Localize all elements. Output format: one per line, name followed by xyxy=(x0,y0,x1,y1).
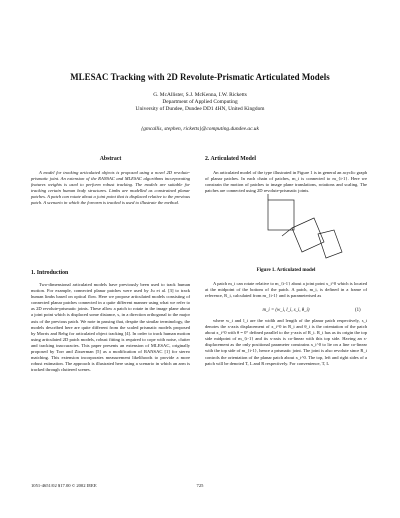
patch-hand xyxy=(318,230,342,258)
introduction-paragraph: Two-dimensional articulated models have previously been used to track human motion. For example, connected planar patches were used by Ju et al. [3] to track human limbs based on optical flow. Here we propose articulated models consisting of connected planar patches connected in a quite different manner using what we refer to as 2D revolute-prismatic joints. These allow a patch to rotate in the image plane about a joint point which is displaced some distance, s, in a direction orthogonal to the major axis of the previous patch. We note in passing that, despite the similar terminology, the models described here are quite different from the scaled prismatic models proposed by Morris and Rehg for articulated object tracking [4]. In order to track human motion using articulated 2D patch models, robust fitting is required to cope with noise, clutter and tracking inaccuracies. This paper presents an extension of MLESAC, originally proposed by Torr and Zisserman [5] as a modification of RANSAC [1] for stereo matching. This extension incorporates measurement likelihoods to provide a more robust estimation. The approach is illustrated here using a scenario in which an arm is tracked through cluttered scenes. xyxy=(31,282,190,373)
author-block xyxy=(0,92,400,113)
articulated-model-figure xyxy=(262,194,352,266)
patch-forearm xyxy=(292,218,324,252)
abstract-text xyxy=(31,170,190,207)
introduction-heading: 1. Introduction xyxy=(31,270,69,276)
author-emails: {gmcallis, stephen, ricketts}@computing.dundee.ac.uk xyxy=(141,126,259,132)
model-text-2 xyxy=(205,281,367,299)
model-paragraph-1: An articulated model of the type illustrated in Figure 1 is in general an acyclic graph of planar patches. In each chain of patches, m_i is connected to m_{i-1}. Here we constrain the motion of patches to image plane translations, rotations and scaling. The patches are connected using 2D revolute-prismatic joints. xyxy=(205,170,367,194)
model-text-3 xyxy=(205,318,367,367)
paper-title: MLESAC Tracking with 2D Revolute-Prismatic Articulated Models xyxy=(70,72,330,82)
section-2-heading: 2. Articulated Model xyxy=(205,156,257,162)
equation-number: (1) xyxy=(355,308,361,313)
abstract-paragraph: A model for tracking articulated objects is proposed using a novel 2D revolute-prismatic joint. An extension of the RANSAC and MLESAC algorithms incorporating features weights is used to perform robust tracking. The models are suitable for tracking certain human body structures. Limbs are modelled as constrained planar patches. A patch can rotate about a joint point that is displaced relative to the previous patch. A scenario in which the forearm is tracked is used to illustrate the method. xyxy=(31,170,190,206)
authors: G. McAllister, S.J. McKenna, I.W. Ricketts xyxy=(153,92,247,98)
model-text-1 xyxy=(205,170,367,194)
introduction-text xyxy=(31,282,190,373)
axis-line xyxy=(282,228,292,236)
institution: University of Dundee, Dundee DD1 4HN, United Kingdom xyxy=(135,106,265,112)
equation-1: m_i = (w_i, l_i, s_i, θ_i) xyxy=(262,308,310,313)
figure-1-caption: Figure 1. Articulated model xyxy=(256,268,316,273)
department: Department of Applied Computing xyxy=(162,99,238,105)
copyright-notice: 1051-4651/02 $17.00 © 2002 IEEE xyxy=(31,483,97,488)
page-number: 725 xyxy=(196,483,204,488)
model-paragraph-3: where w_i and l_i are the width and length of the planar patch respectively, s_i denotes the x-axis displacement of x_i^0 in R_i and θ_i is the orientation of the patch about x_i^0 with θ = 0° defined parallel to the y-axis of R_i. R_i has as its origin the top side midpoint of m_{i-1} and its x-axis is co-linear with this top side. Having an s-displacement as the only positional parameter constrains x_i^0 to lie on a line co-linear with the top side of m_{i-1}, hence a prismatic joint. The joint is also revolute since R_i controls the orientation of the planar patch about x_i^0. The top, left and right sides of a patch will be denoted T, L and R respectively. For convenience, T, L xyxy=(205,318,367,366)
abstract-heading: Abstract xyxy=(99,156,122,162)
model-paragraph-2: A patch m_i can rotate relative to m_{i-1} about a joint point x_i^0 which is located at the midpoint of the bottom of the patch. A patch, m_i, is defined in a frame of reference, R_i, calculated from m_{i-1} and is parameterised as xyxy=(205,281,367,299)
patch-upper xyxy=(268,200,294,230)
